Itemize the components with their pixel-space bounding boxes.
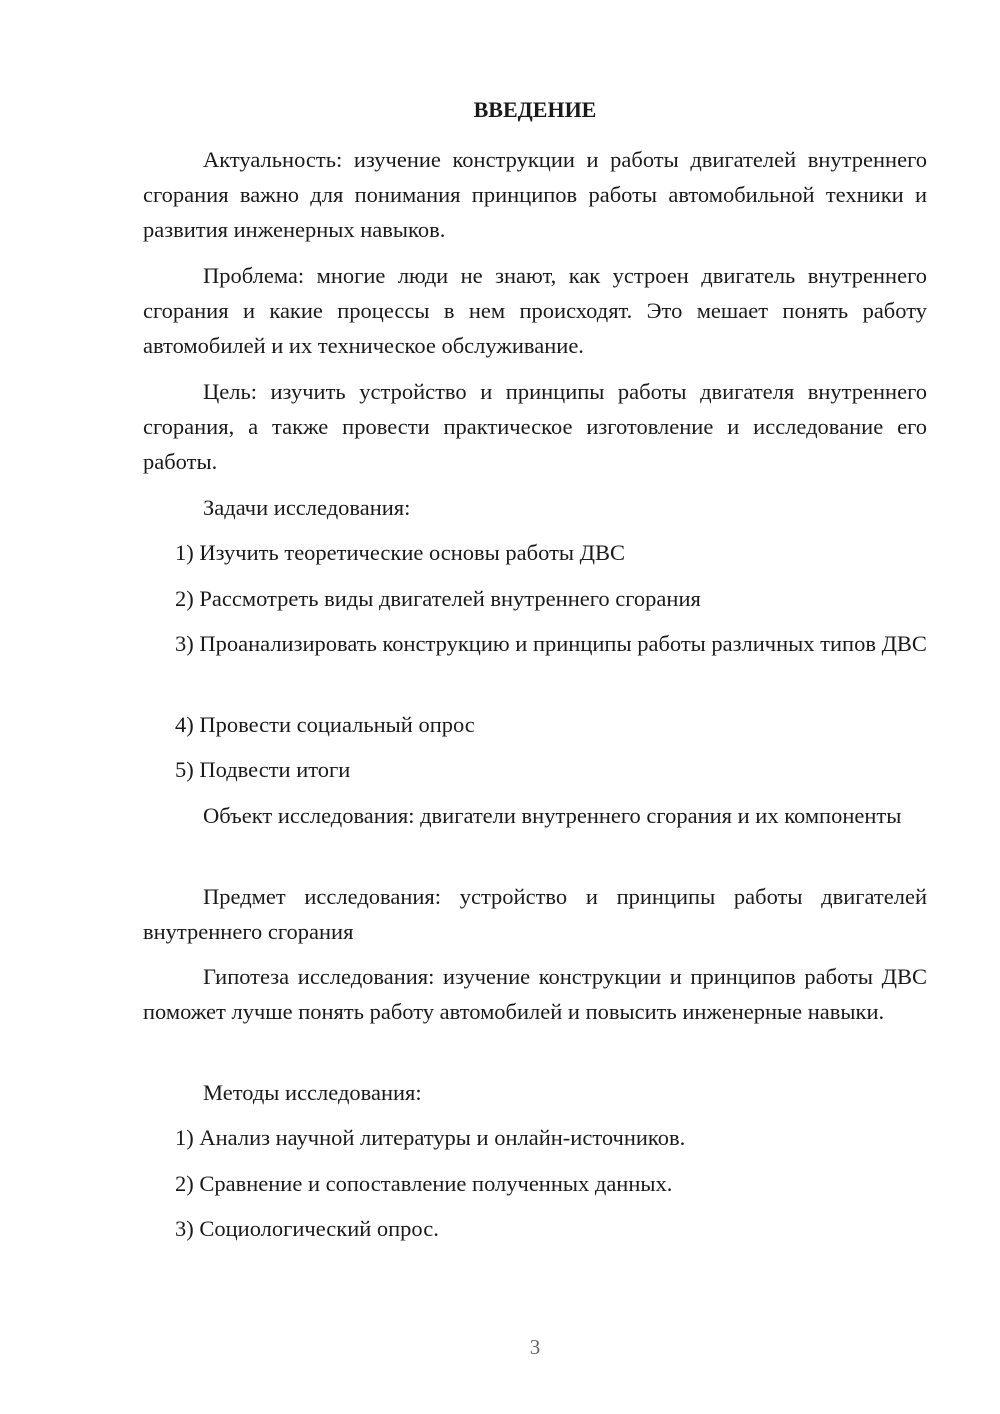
task-item-3: 3) Проанализировать конструкцию и принципы работы различных типов ДВС (175, 631, 927, 656)
method-item-2: 2) Сравнение и сопоставление полученных данных. (175, 1171, 673, 1196)
page-number: 3 (529, 1335, 541, 1359)
methods-heading: Методы исследования: (203, 1080, 422, 1105)
hypothesis-paragraph: Гипотеза исследования: изучение конструкции и принципов работы ДВС поможет лучше понять работу автомобилей и повысить инженерные навыки. (143, 964, 927, 1024)
task-item-1: 1) Изучить теоретические основы работы ДВС (175, 540, 625, 565)
subject-paragraph: Предмет исследования: устройство и принципы работы двигателей внутреннего сгорания (143, 884, 927, 944)
method-item-1: 1) Анализ научной литературы и онлайн-источников. (175, 1125, 686, 1150)
relevance-paragraph: Актуальность: изучение конструкции и работы двигателей внутреннего сгорания важно для понимания принципов работы автомобильной техники и развития инженерных навыков. (143, 147, 927, 242)
task-item-5: 5) Подвести итоги (175, 757, 351, 782)
object-paragraph: Объект исследования: двигатели внутреннего сгорания и их компоненты (203, 803, 902, 828)
tasks-heading: Задачи исследования: (203, 495, 411, 520)
method-item-3: 3) Социологический опрос. (175, 1216, 439, 1241)
problem-paragraph: Проблема: многие люди не знают, как устроен двигатель внутреннего сгорания и какие процессы в нем происходят. Это мешает понять работу автомобилей и их техническое обслуживание. (143, 263, 927, 358)
task-item-2: 2) Рассмотреть виды двигателей внутреннего сгорания (175, 586, 701, 611)
task-item-4: 4) Провести социальный опрос (175, 712, 475, 737)
goal-paragraph: Цель: изучить устройство и принципы работы двигателя внутреннего сгорания, а также провести практическое изготовление и исследование его работы. (143, 379, 927, 474)
page-title: ВВЕДЕНИЕ (473, 97, 597, 122)
